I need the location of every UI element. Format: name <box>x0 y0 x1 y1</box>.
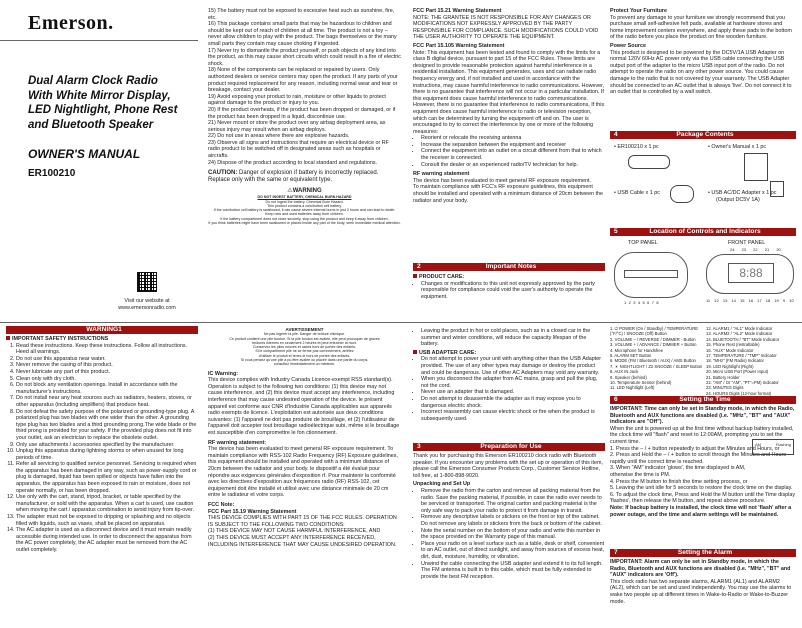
top-panel-numbers: 12345678 <box>624 300 661 305</box>
title-line: With White Mirror Display, <box>28 89 171 102</box>
content-item: • ER100210 x 1 pc <box>614 144 659 150</box>
usb-adapter-icon <box>770 181 784 197</box>
title-line: LED Nightlight, Phone Rest <box>28 104 178 116</box>
top-panel-label: TOP PANEL <box>628 240 658 246</box>
brand-logo: Emerson. <box>28 12 114 34</box>
setting-alarm-text: IMPORTANT: Alarm can only be set in Standby mode, in which the Radio, Bluetooth and AUX functions are disabled (i.e. "MHz", "BT" and "AUX" indicators are 'Off'). This clock radio has two separate alarms, ALARM1 (AL1) and ALARM2 (AL2), which can be set and used independently. You may use the alarms to wake two people up at different times in Wake-to-Radio or Wake-to-Buzzer mode. <box>610 559 792 605</box>
square-bullet-icon <box>6 336 10 340</box>
qr-code-icon <box>137 272 157 292</box>
safety-item: 18) None of the components can be replaced or repaired by users. Only authorized dealers or service centers may open the product. If any parts of your product required replacement for any reason, including normal wear and tear or breakage, contact your dealer. <box>208 67 398 94</box>
usb-adapter-care: • Leaving the product in hot or cold places, such as in a closed car in the summer and winter conditions, will reduce the capacity lifespan of the battery. USB ADAPTER CARE: • Do not attempt to power your unit with anything other than the USB Adapter provided. The use of any other types may damage or destroy the product and could be dangerous. Use of other AC Adapters may void any warranty. • When you disconnect the adapter from AC mains, grasp and pull the plug, not the cord. • Never use an adapter that is damaged. • Do not attempt to disassemble the adapter as it may expose you to dangerous electric shock. • Incorrect reassembly can cause electric shock or fire when the product is subsequently used. <box>413 328 605 422</box>
square-bullet-icon <box>413 350 417 354</box>
manual-icon <box>744 153 768 181</box>
page-divider <box>0 322 802 323</box>
content-item: • USB AC/DC Adapter x 1 pc <box>708 190 777 196</box>
usb-cable-icon <box>670 185 694 203</box>
safety-item: 23) Observe all signs and instructions that require an electrical device or RF radio product to be switched off in designated areas such as hospitals or aircrafts. <box>208 139 389 160</box>
safety-item: 21) Never mount or store the product over any airbag deployment area, as serious injury may result when an airbag deploys. <box>208 120 386 133</box>
website-caption: Visit our website at www.emersonradio.com <box>115 298 179 311</box>
safety-continued <box>208 8 401 225</box>
product-care: PRODUCT CARE: • Changes or modifications to this unit not expressly approved by the party responsible for compliance could void the user's authority to operate the equipment. <box>413 274 605 300</box>
section-header-warning1: WARNING1 <box>6 326 198 334</box>
controls-diagram <box>610 238 796 320</box>
section-header-setting-alarm: 7 Setting the Alarm <box>610 549 796 557</box>
legend-right: 12. ALARM1 / "AL1" Mode Indicator 13. ALARM2 / "AL2" Mode Indicator 14. BLUETOOTH / "BT" Mode Indicator 15. Phone Rest (restraltable) 16. "AUX" Mode Indicator 17. TEMPERATURE / "TMP" Indicator 18. "MHz" (FM Radio) Indicator 19. LED Nightlight (Right) 20. Micro USB Port (Power Input) 21. Battery Holder 22. "AM" / Or "AM", "PT"=PM) Indicator 23. MINUTES Digits 24. HOURS Digits (12-hour format) <box>706 326 780 396</box>
ic-section: AVERTISSEMENT Ne pas ingérer la pile. Danger de brûlure chimique. Ce produit contient une pile bouton. Si la pile bouton est avalée, elle peut provoquer de graves brûlures internes en seulement 2 heures et peut entraîner la mort. Conservez les piles neuves et usées hors de portée des enfants. Si le compartiment pile ne se ferme pas correctement, arrêtez d'utiliser le produit et tenez-le hors de portée des enfants. Si vous pensez qu'une pile a pu être avalée ou placée dans une partie du corps, consultez immédiatement un médecin. IC Warning: This device complies with Industry Canada Licence-exempt RSS standard(s). Operation is subject to the following two conditions: (1) this device may not cause interference, and (2) this device must accept any interference, including interference that may cause undesired operation of the device. le présent appareil est conforme aux CNR d'Industrie Canada applicables aux appareils radio exempts de licence. L'exploitation est autorisée aux deux conditions suivantes: (1) l'appareil ne doit pas produire de brouillage, et (2) l'utilisateur de l'appareil doit accepter tout brouillage radioélectrique subi, même si le brouillage est susceptible d'en compromettre le fon ctionnement. RF warning statement: The device has been evaluated to meet general RF exposure requirement. To maintain compliance with RSS-102 Radio Frequency (RF) Exposure guidelines, this equipment should be installed and operated with a minimum distance of 20cm between the radiator and your body. le dispositif a été évalué pour répondre aux exigences générales d'exposition rf. Pour maintenir la conformité avec les directives d'exposition aux fréquences radio (RF) RSS-102, cet équipement doit être installé et utilisé avec une distance minimale de 20 cm entre le radiateur et votre corps. FCC Note: FCC Part 15.19 Warning Statement THIS DEVICE COMPLIES WITH PART 15 OF THE FCC RULES. OPERATION IS SUBJECT TO THE FOLLOWING TWO CONDITIONS: (1) THIS DEVICE MAY NOT CAUSE HARMFUL INTERFERENCE, AND (2) THIS DEVICE MUST ACCEPT ANY INTERFERENCE RECEIVED, INCLUDING INTERFERENCE THAT MAY CAUSE UNDESIRED OPERATION. <box>208 327 400 548</box>
model-number: ER100210 <box>28 168 76 179</box>
protect-furniture: Protect Your Furniture To prevent any damage to your furniture we strongly recommend that you purchase small self-adhesive felt pads, available at hardware stores and home improvement centers everywhere, and apply these pads to the bottom of the radio before you place the product on fine wooden furniture. Power Source This product is designed to be powered by the DC5V/1A USB Adapter on normal 120V 60Hz AC power only via the USB cable connecting the USB output port of the adapter to the micro USB input port of the radio. Do not attempt to operate the radio on any other power source. You could cause damage to the radio that is not covered by your warranty. The USB Adapter should be connected to an AC outlet that is always 'live'. Do not connect it to an outlet that is controlled by a wall switch. <box>610 8 792 96</box>
fcc-title: FCC Part 15.105 Warning Statement <box>413 42 505 49</box>
front-panel-top-numbers: 24 23 22 21 20 <box>730 247 781 252</box>
section-header-controls: 5 Location of Controls and Indicators <box>610 228 796 236</box>
caution-note: CAUTION: Danger of explosion if battery is incorrectly replaced. Replace only with the same or equivalent type. <box>208 170 379 184</box>
title-line: and Bluetooth Speaker <box>28 118 154 131</box>
section-header-package-contents: 4 Package Contents <box>610 131 796 139</box>
french-warning: AVERTISSEMENT Ne pas ingérer la pile. Danger de brûlure chimique. Ce produit contient une pile bouton. Si la pile bouton est avalée, elle peut provoquer de graves brûlures internes en seulement 2 heures et peut entraîner la mort. Conservez les piles neuves et usées hors de portée des enfants. Si le compartiment pile ne se ferme pas correctement, arrêtez d'utiliser le produit et tenez-le hors de portée des enfants. Si vous pensez qu'une pile a pu être avalée ou placée dans une partie du corps, consultez immédiatement un médecin. <box>229 327 380 367</box>
legend-left: 1. ⏻ POWER (On / Standby) / TEMPERATURE (°F/°C) / SNOOZE (Off) Button 2. VOLUME – / REVERSE / DIMMER - Button 3. VOLUME + / ADVANCE / DIMMER + Button 4. Microphone for Handsfree 5. ALARM SET Button 6. MODE (FM / Bluetooth / AUX) / AMS Button 7. ☀ NIGHTLIGHT / Z2 SNOOZE / SLEEP Button 8. AUX IN Jack 9. Speaker (behind) 10. Temperature Sensor (behind) 11. LED Nightlight (Left) <box>610 326 703 391</box>
battery-warning-box: ⚠WARNING DO NOT INGEST BATTERY, CHEMICAL BURN HAZARD Do not ingest the battery. Chemical Burn Hazard. This product contains a coin/button cell battery. If the coin/button cell battery is swallowed, it can cause severe internal burns in just 2 hours and can lead to death. Keep new and used batteries away from children. If the battery compartment does not close securely, stop using the product and keep it away from children. If you think batteries might have been swallowed or placed inside any part of the body, seek immediate medical attention. <box>208 188 401 226</box>
content-item-note: (Output DC5V 1A) <box>716 197 760 203</box>
front-panel-bottom-numbers: 11 12 13 14 15 16 17 18 19 9 10 <box>706 298 794 303</box>
radio-product-icon <box>628 155 670 169</box>
warning-triangle-icon: ⚠ <box>287 188 293 195</box>
fcc-section: FCC Part 15.21 Warning Statement NOTE: THE GRANTEE IS NOT RESPONSIBLE FOR ANY CHANGES OR MODIFICATIONS NOT EXPRESSLY APPROVED BY THE PARTY RESPONSIBLE FOR COMPLIANCE. SUCH MODIFICATIONS COULD VOID THE USER AUTHORITY TO OPERATE THE EQUIPMENT. FCC Part 15.105 Warning Statement Note: This equipment has been tested and found to comply with the limits for a class B digital device, pursuant to part 15 of the FCC Rules. These limits are designed to provide reasonable protection against harmful interference in a residential installation. This equipment generates, uses and can radiate radio frequency energy and, if not installed and used in accordance with the instructions, may cause harmful interference to radio communications. However, there is no guarantee that interference will not occur in a particular installation. If this equipment does cause harmful interference to radio communications. However, there is no guarantee that interference to radio communications, If this equipment does cause harmful interference to radio or television reception, which can be determined by turning the equipment off and on. The user is encouraged to try to correct the interference by one or more of the following measures: • Reorient or relocate the receiving antenna • Increase the separation between the equipment and receiver • Connect the equipment into an outlet on a circuit different from that to which the receiver is connected. • Consult the dealer or an experienced radio/TV technician for help. RF warning statement The device has been evaluated to meet general RF exposure requirement. To maintain compliance with FCC's RF exposure guidelines, this equipment should be installed and operated with a minimum distance of 20cm between the radiator and your body. <box>413 8 605 204</box>
setting-time-text: IMPORTANT: Time can only be set in Standby mode, in which the Radio, Bluetooth and AUX functions are disabled (i.e. "MHz", "BT" and "AUX" indicators are "Off"). When the unit is powered up at the first time without backup battery installed, the clock time will "flash" and reset to 12:00AM, prompting you to set the current time. 1. Press the – / + button repeatedly to adjust the Minutes and Hours, or 2. Press and Hold the – / + button to scroll through the Minutes and Hours rapidly until the correct time is reached. 3. When "AM" indicator 'glows', the time displayed is AM, otherwise the time is PM. 4. Press the M button to finish the time setting process, or 5. Leaving the unit idle for 5 seconds to restore the clock time on the display. 6. To adjust the clock time, Press and Hold the M button until the Time display 'flashes', then release the M button, and repeat above procedure. Note: If backup battery is installed, the clock time will not 'flash' after a power outage, and the time and alarm settings will be maintained. <box>610 406 796 518</box>
warning1-list: IMPORTANT SAFETY INSTRUCTIONS 1. Read these instructions. Keep these instructions. Follow all instructions. Heed all warnings. 2. Do not use this apparatus near water. 3. Never remove the casing of this product. 4. Never lubricate any part of this product. 5. Clean only with dry cloth. 6. Do not block any ventilation openings. Install in accordance with the manufacturer's instructions. 7. Do not install near any heat sources such as radiators, heaters, stoves, or other apparatus (including amplifiers) that produce heat. 8. Do not defeat the safety purpose of the polarized or grounding-type plug. A polarized plug has two blades with one wider than the other. A grounding type plug has two blades and a third grounding prong.The wide blade or the third prong is provided for your safety. If the provided plug does not fit into your outlet, ask an electrician to replace the obsolete outlet. 9. Only use attachments / accessories specified by the manufacturer. 10. Unplug this apparatus during lightning storms or when unused for long periods of time. 11. Refer all servicing to qualified service personnel. Servicing is required when the apparatus has been damaged in any way, such as power-supply cord or plug is damaged, liquid has been spilled or objects have fallen into the apparatus, the apparatus has been exposed to rain or moisture, does not operate normally, or has been dropped. 12. Use only with the cart, stand, tripod, bracket, or table specified by the manufacturer, or sold with the apparatus. When a cart is used, use caution when moving the cart / apparatus combination to avoid injury from tip-over. 13. The adapter must not be exposed to dripping or splashing and no objects filled with liquids, such as vases, shall be placed on apparatus. 14. The AC adapter is used as a disconnect device and it must remain readily accessible during intended use. In order to disconnect the apparatus from the AC power completely, the AC adapter must be removed from the AC outlet completely. <box>6 336 198 554</box>
front-panel-display: 8:88 <box>728 263 774 283</box>
fcc-measures: • Reorient or relocate the receiving antenna • Increase the separation between the equipment and receiver • Connect the equipment into an outlet on a circuit different from that to which the receiver is connected. • Consult the dealer or an experienced radio/TV technician for help. <box>413 135 605 168</box>
cover-divider <box>0 40 198 41</box>
safety-item: 22) Do not use in areas where there are explosive hazards. <box>208 133 350 140</box>
safety-item: 15) The battery must not be exposed to excessive heat such as sunshine, fire, etc. <box>208 8 395 21</box>
front-panel-label: FRONT PANEL <box>728 240 766 246</box>
safety-item: 16) This package contains small parts that may be hazardous to children and should be kept out of reach of children at all time. The product is not a toy – never allow children to play with the product. The bags themselves or the many small parts they contain may cause choking if ingested. <box>208 21 397 47</box>
safety-item: 20) If the product overheats, if the product has been dropped or damaged, or if the product has been dropped in a liquid, discontinue use. <box>208 106 396 120</box>
safety-item: 19) Avoid exposing your product to rain, moisture or other liquids to protect against damage to the product or injury to you. <box>208 93 386 107</box>
fcc-title: FCC Part 15.21 Warning Statement <box>413 8 502 14</box>
am-indicator: AM <box>755 442 761 447</box>
preparation-text: Thank you for purchasing this Emerson ER100210 clock radio with Bluetooth speaker. If you encounter any problems with the set up or operation of this item, please call the Emerson Consumer Products Corp., Customer Service Hotline, toll free, at 1-800-898-9020. Unpacking and Set Up • Remove the radio from the carton and remove all packing material from the radio. Save the packing material, if possible, in case the radio ever needs to be serviced or transported. The original carton and packing material is the only safe way to pack your radio to protect it from damage in transit. • Remove any descriptive labels or stickers on the front or top of the cabinet. Do not remove any labels or stickers from the back or bottom of the cabinet. • Note the serial number on the bottom of your radio and write this number in the space provided on the Warranty page of this manual. • Place your radio on a level surface such as a table, desk or shelf, convenient to an AC outlet, out of direct sunlight, and away from sources of excess heat, dirt, dust, moisture, humidity, or vibration. • Unwind the cable connecting the USB adapter and extend it to its full length. The FM antenna is built in to this cable, which must be fully extended to provide the best FM reception. <box>413 453 605 580</box>
square-bullet-icon <box>413 274 417 278</box>
title-line: Dual Alarm Clock Radio <box>28 75 158 87</box>
top-panel-buttons <box>624 270 678 278</box>
lcd-time-example <box>752 439 794 455</box>
flashing-label: Flashing <box>775 442 791 447</box>
website-url: www.emersonradio.com <box>118 304 176 311</box>
safety-item: 24) Dispose of the product according to local standard and regulations. <box>208 159 378 166</box>
package-contents <box>610 141 796 225</box>
product-title <box>28 74 198 132</box>
content-item: • Owner's Manual x 1 pc <box>708 144 767 150</box>
section-header-important-notes: 2 Important Notes <box>413 263 605 271</box>
section-header-preparation: 3 Preparation for Use <box>413 443 605 451</box>
cover-panel <box>0 0 198 320</box>
owners-manual-heading: OWNER'S MANUAL <box>28 147 141 161</box>
section-header-setting-time: 6 Setting the Time <box>610 396 796 404</box>
safety-item: 17) Never try to dismantle the product yourself, or push objects of any kind into the product, as this may cause short circuits which could result in a fire of electric shock. <box>208 47 401 67</box>
content-item: • USB Cable x 1 pc <box>614 190 660 196</box>
